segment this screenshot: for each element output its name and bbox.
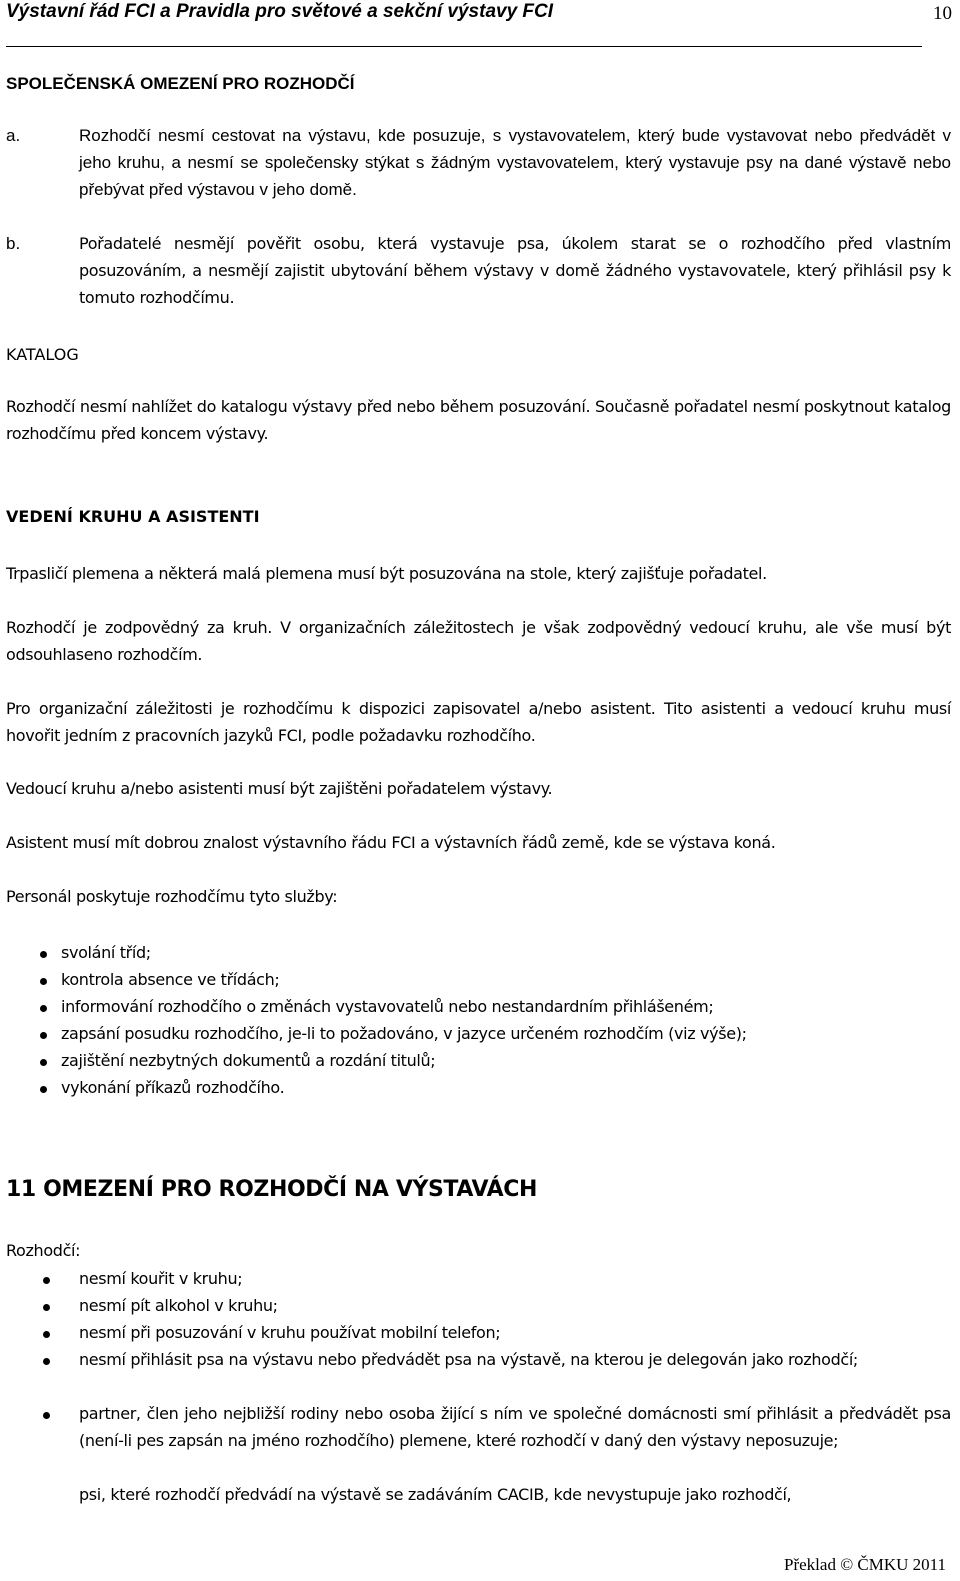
- list-item: svolání tříd;: [61, 939, 951, 966]
- list-item: partner, člen jeho nejbližší rodiny nebo osoba žijící s ním ve společné domácnosti smí přihlásit a předvádět psa (není-li pes zapsán na jméno rozhodčího) plemene, které rozhodčí v daný den výstavy neposuzuje;: [79, 1400, 951, 1481]
- list-item: nesmí kouřit v kruhu;: [79, 1265, 951, 1292]
- list-item: nesmí pít alkohol v kruhu;: [79, 1292, 951, 1319]
- list-item: zajištění nezbytných dokumentů a rozdání titulů;: [61, 1047, 951, 1074]
- bullet-icon: [40, 1059, 47, 1066]
- bullet-icon: [40, 951, 47, 958]
- header-divider: [6, 46, 922, 47]
- section-heading-social-restrictions: SPOLEČENSKÁ OMEZENÍ PRO ROZHODČÍ: [6, 74, 355, 93]
- list-item: zapsání posudku rozhodčího, je-li to požadováno, v jazyce určeném rozhodčím (viz výše);: [61, 1020, 951, 1047]
- section-heading-judge-restrictions: 11 OMEZENÍ PRO ROZHODČÍ NA VÝSTAVÁCH: [6, 1177, 537, 1202]
- page-number: 10: [933, 3, 952, 24]
- judges-intro: Rozhodčí:: [6, 1241, 81, 1260]
- list-marker-b: b.: [6, 234, 21, 253]
- list-item: nesmí při posuzování v kruhu používat mobilní telefon;: [79, 1319, 951, 1346]
- footer-translation-credit: Překlad © ČMKU 2011: [784, 1555, 946, 1574]
- services-list: [61, 939, 951, 1101]
- paragraph-catalog: Rozhodčí nesmí nahlížet do katalogu výstavy před nebo během posuzování. Současně pořadatel nesmí poskytnout katalog rozhodčímu před koncem výstavy.: [6, 397, 951, 443]
- list-item: vykonání příkazů rozhodčího.: [61, 1074, 951, 1101]
- paragraph-ring-6: Personál poskytuje rozhodčímu tyto služby:: [6, 887, 338, 906]
- paragraph-ring-4: Vedoucí kruhu a/nebo asistenti musí být zajištěni pořadatelem výstavy.: [6, 779, 553, 798]
- list-item: psi, které rozhodčí předvádí na výstavě se zadáváním CACIB, kde nevystupuje jako rozhodčí,: [79, 1481, 951, 1508]
- bullet-icon: [43, 1304, 50, 1311]
- paragraph-item-a: Rozhodčí nesmí cestovat na výstavu, kde posuzuje, s vystavovatelem, který bude vystavovat nebo předvádět v jeho kruhu, a nesmí se společensky stýkat s žádným vystavovatelem, který vystavuje psy na dané výstavě nebo přebývat před výstavou v jeho domě.: [79, 126, 951, 199]
- paragraph-ring-1: Trpasličí plemena a některá malá plemena musí být posuzována na stole, který zajišťuje pořadatel.: [6, 564, 767, 583]
- document-header-title: Výstavní řád FCI a Pravidla pro světové a sekční výstavy FCI: [6, 1, 554, 22]
- bullet-icon: [43, 1358, 50, 1365]
- list-item: kontrola absence ve třídách;: [61, 966, 951, 993]
- bullet-icon: [40, 1005, 47, 1012]
- bullet-icon: [40, 978, 47, 985]
- list-item: nesmí přihlásit psa na výstavu nebo předvádět psa na výstavě, na kterou je delegován jako rozhodčí;: [79, 1346, 951, 1400]
- paragraph-ring-5: Asistent musí mít dobrou znalost výstavního řádu FCI a výstavních řádů země, kde se výstava koná.: [6, 833, 776, 852]
- list-marker-a: a.: [6, 126, 21, 145]
- paragraph-ring-2: Rozhodčí je zodpovědný za kruh. V organizačních záležitostech je však zodpovědný vedoucí kruhu, ale vše musí být odsouhlaseno rozhodčím.: [6, 618, 951, 664]
- judge-rules-list: [79, 1265, 951, 1508]
- list-item: informování rozhodčího o změnách vystavovatelů nebo nestandardním přihlášeném;: [61, 993, 951, 1020]
- bullet-icon: [43, 1412, 50, 1419]
- paragraph-item-b: Pořadatelé nesmějí pověřit osobu, která vystavuje psa, úkolem starat se o rozhodčího před vlastním posuzováním, a nesmějí zajistit ubytování během výstavy v domě žádného vystavovatele, který přihlásil psy k tomuto rozhodčímu.: [79, 234, 951, 307]
- paragraph-ring-3: Pro organizační záležitosti je rozhodčímu k dispozici zapisovatel a/nebo asistent. Tito asistenti a vedoucí kruhu musí hovořit jedním z pracovních jazyků FCI, podle požadavku rozhodčího.: [6, 699, 951, 745]
- bullet-icon: [43, 1331, 50, 1338]
- bullet-icon: [40, 1032, 47, 1039]
- section-heading-catalog: KATALOG: [6, 345, 79, 364]
- bullet-icon: [40, 1086, 47, 1093]
- bullet-icon: [43, 1277, 50, 1284]
- section-heading-ring-management: VEDENÍ KRUHU A ASISTENTI: [6, 507, 260, 526]
